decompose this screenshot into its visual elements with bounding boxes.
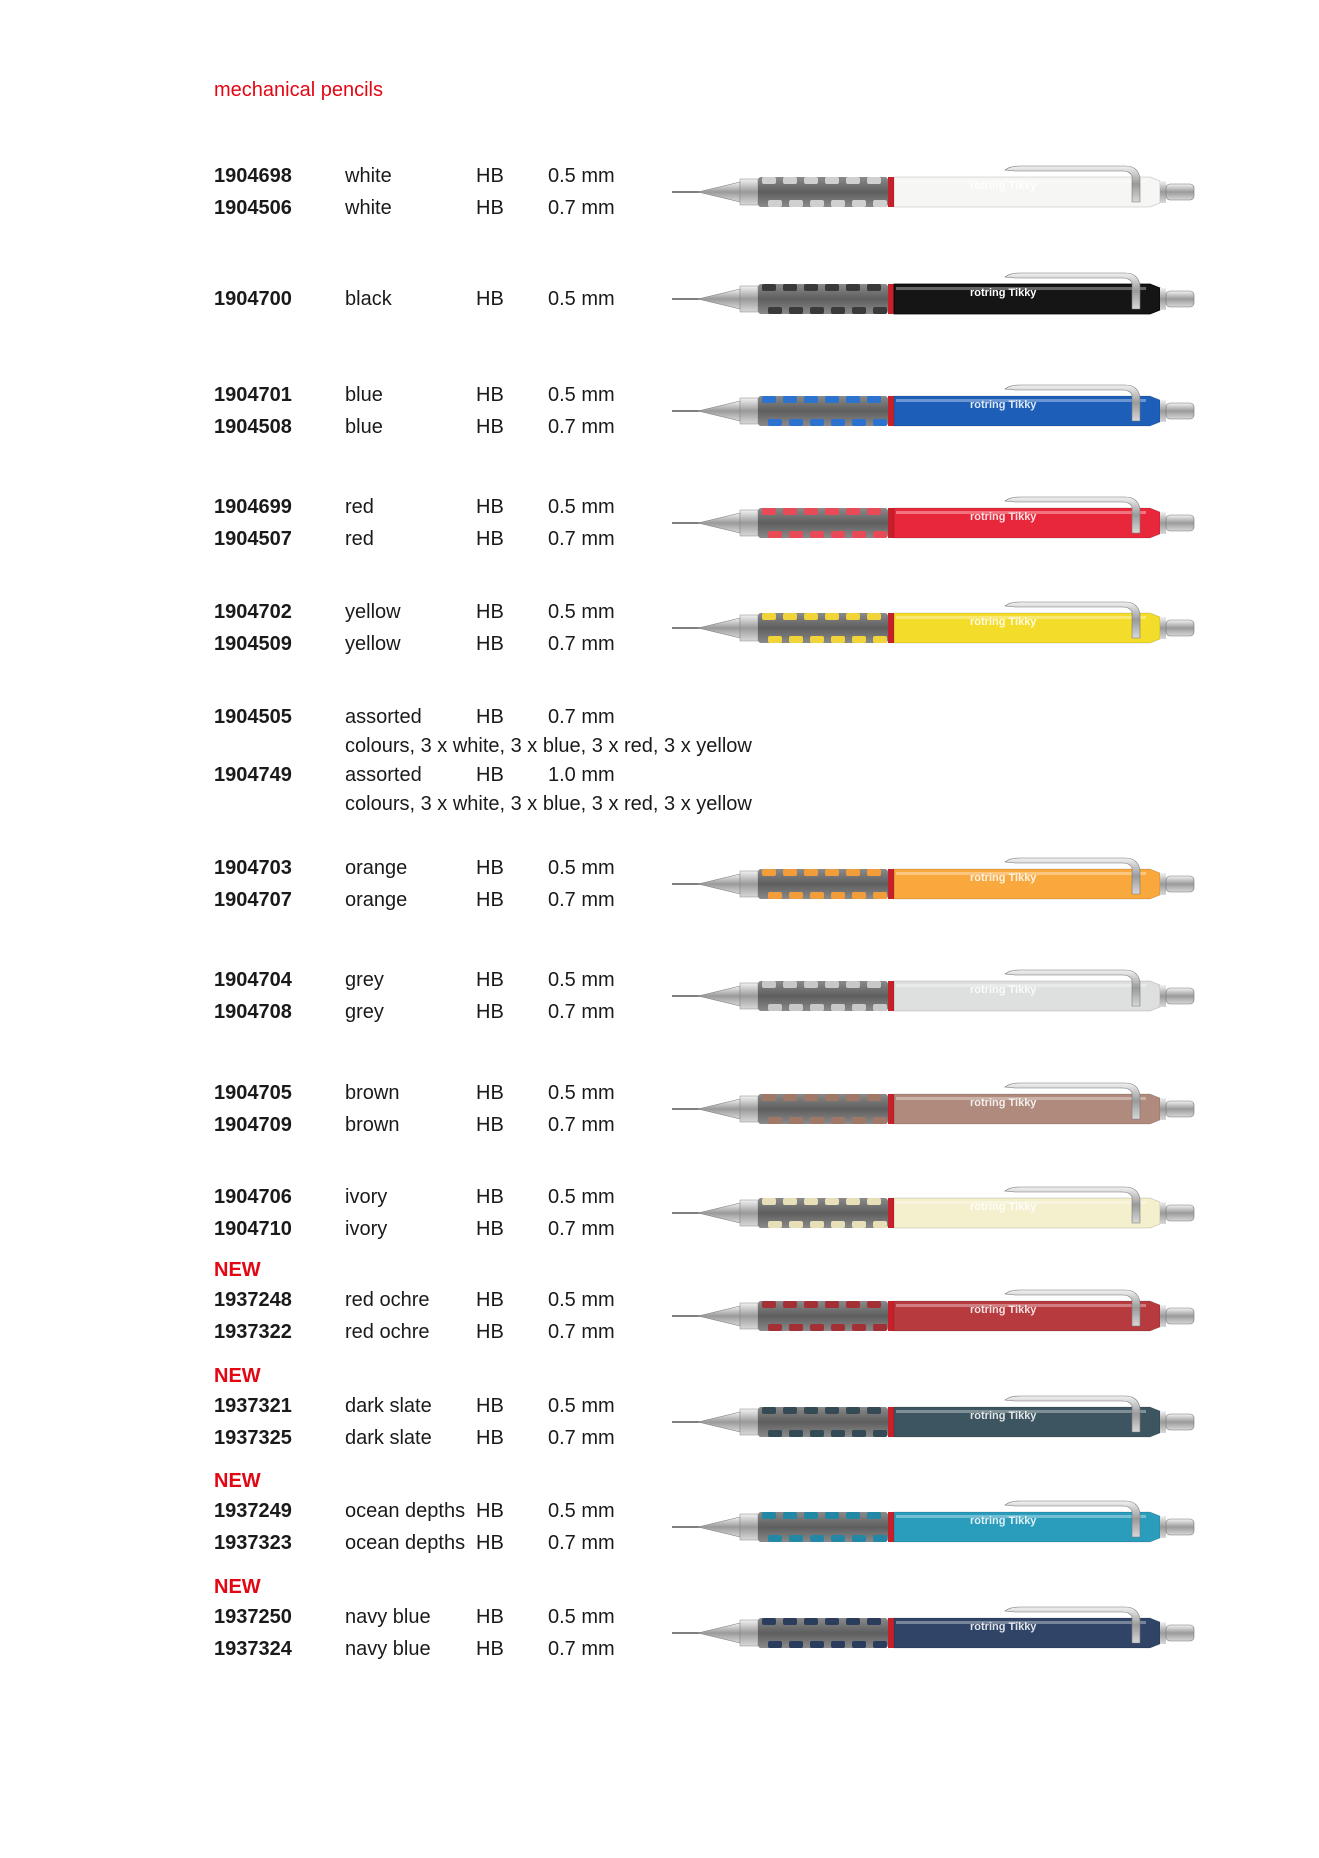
- lead-size: 0.5 mm: [548, 1500, 615, 1522]
- brand-text: rotring Tikky: [970, 1621, 1037, 1633]
- pencil-illustration: [670, 259, 1210, 329]
- lead-size: 0.7 mm: [548, 1218, 615, 1240]
- brand-text: rotring Tikky: [970, 287, 1037, 299]
- product-group: [0, 1573, 1319, 1665]
- lead-grade: HB: [476, 1606, 504, 1628]
- lead-size: 0.5 mm: [548, 1395, 615, 1417]
- new-badge: NEW: [214, 1470, 261, 1492]
- brand-text: rotring Tikky: [970, 872, 1037, 884]
- lead-grade: HB: [476, 633, 504, 655]
- pencil-image: [670, 844, 1210, 914]
- pencil-image: [670, 152, 1210, 222]
- product-code: 1904701: [214, 384, 292, 406]
- product-colour: assorted: [345, 706, 422, 728]
- product-colour: yellow: [345, 633, 401, 655]
- lead-size: 0.7 mm: [548, 633, 615, 655]
- product-code: 1937324: [214, 1638, 292, 1660]
- pencil-illustration: [670, 956, 1210, 1026]
- product-code: 1904699: [214, 496, 292, 518]
- brand-text: rotring Tikky: [970, 1304, 1037, 1316]
- product-code: 1904700: [214, 288, 292, 310]
- product-colour: white: [345, 197, 392, 219]
- lead-grade: HB: [476, 1427, 504, 1449]
- lead-size: 0.5 mm: [548, 969, 615, 991]
- assortment-note: colours, 3 x white, 3 x blue, 3 x red, 3 x yellow: [345, 735, 752, 757]
- product-colour: ocean depths: [345, 1532, 466, 1554]
- product-code: 1904509: [214, 633, 292, 655]
- pencil-illustration: [670, 1382, 1210, 1452]
- product-colour: assorted: [345, 764, 422, 786]
- lead-grade: HB: [476, 1001, 504, 1023]
- lead-grade: HB: [476, 1082, 504, 1104]
- pencil-illustration: [670, 483, 1210, 553]
- lead-size: 0.7 mm: [548, 1532, 615, 1554]
- lead-grade: HB: [476, 416, 504, 438]
- product-group: [0, 1077, 1319, 1141]
- product-colour: navy blue: [345, 1606, 431, 1628]
- brand-text: rotring Tikky: [970, 399, 1037, 411]
- product-group: [0, 596, 1319, 660]
- lead-grade: HB: [476, 1532, 504, 1554]
- brand-text: rotring Tikky: [970, 511, 1037, 523]
- product-colour: ivory: [345, 1218, 388, 1240]
- new-badge: NEW: [214, 1365, 261, 1387]
- product-group: [0, 283, 1319, 315]
- product-code: 1937248: [214, 1289, 292, 1311]
- product-colour: grey: [345, 969, 384, 991]
- product-code: 1937250: [214, 1606, 292, 1628]
- brand-text: rotring Tikky: [970, 616, 1037, 628]
- new-badge: NEW: [214, 1576, 261, 1598]
- lead-grade: HB: [476, 1321, 504, 1343]
- lead-grade: HB: [476, 764, 504, 786]
- brand-text: rotring Tikky: [970, 1097, 1037, 1109]
- pencil-illustration: [670, 371, 1210, 441]
- lead-grade: HB: [476, 288, 504, 310]
- product-colour: white: [345, 165, 392, 187]
- product-code: 1937249: [214, 1500, 292, 1522]
- lead-grade: HB: [476, 197, 504, 219]
- lead-grade: HB: [476, 1114, 504, 1136]
- lead-size: 0.5 mm: [548, 857, 615, 879]
- product-colour: red: [345, 496, 374, 518]
- product-code: 1937321: [214, 1395, 292, 1417]
- pencil-image: [670, 588, 1210, 658]
- lead-size: 0.7 mm: [548, 197, 615, 219]
- lead-size: 0.7 mm: [548, 1427, 615, 1449]
- brand-text: rotring Tikky: [970, 1201, 1037, 1213]
- product-code: 1937323: [214, 1532, 292, 1554]
- pencil-image: [670, 371, 1210, 441]
- lead-size: 0.7 mm: [548, 1321, 615, 1343]
- product-group: [0, 964, 1319, 1028]
- product-colour: black: [345, 288, 392, 310]
- lead-grade: HB: [476, 165, 504, 187]
- product-colour: red ochre: [345, 1289, 430, 1311]
- product-code: 1937325: [214, 1427, 292, 1449]
- pencil-illustration: [670, 1593, 1210, 1663]
- product-colour: ivory: [345, 1186, 388, 1208]
- lead-size: 0.5 mm: [548, 1289, 615, 1311]
- lead-size: 0.7 mm: [548, 528, 615, 550]
- brand-text: rotring Tikky: [970, 180, 1037, 192]
- lead-grade: HB: [476, 889, 504, 911]
- product-colour: red ochre: [345, 1321, 430, 1343]
- pencil-illustration: [670, 1069, 1210, 1139]
- product-group: [0, 1181, 1319, 1245]
- product-code: 1904698: [214, 165, 292, 187]
- lead-size: 0.7 mm: [548, 1114, 615, 1136]
- pencil-image: [670, 1276, 1210, 1346]
- product-code: 1904706: [214, 1186, 292, 1208]
- product-code: 1904507: [214, 528, 292, 550]
- product-group: [0, 1467, 1319, 1559]
- product-group: [0, 1256, 1319, 1348]
- lead-size: 0.5 mm: [548, 384, 615, 406]
- lead-size: 1.0 mm: [548, 764, 615, 786]
- product-code: 1904702: [214, 601, 292, 623]
- lead-size: 0.5 mm: [548, 1082, 615, 1104]
- product-code: 1904703: [214, 857, 292, 879]
- lead-grade: HB: [476, 1186, 504, 1208]
- pencil-illustration: [670, 152, 1210, 222]
- pencil-image: [670, 1593, 1210, 1663]
- lead-grade: HB: [476, 1218, 504, 1240]
- pencil-image: [670, 1382, 1210, 1452]
- lead-size: 0.5 mm: [548, 288, 615, 310]
- product-code: 1904506: [214, 197, 292, 219]
- pencil-image: [670, 259, 1210, 329]
- pencil-image: [670, 1069, 1210, 1139]
- product-code: 1904710: [214, 1218, 292, 1240]
- lead-grade: HB: [476, 1638, 504, 1660]
- product-colour: red: [345, 528, 374, 550]
- lead-grade: HB: [476, 1500, 504, 1522]
- lead-grade: HB: [476, 706, 504, 728]
- product-code: 1904505: [214, 706, 292, 728]
- lead-grade: HB: [476, 601, 504, 623]
- product-row: [0, 701, 1319, 733]
- product-code: 1904749: [214, 764, 292, 786]
- pencil-illustration: [670, 1276, 1210, 1346]
- product-code: 1904508: [214, 416, 292, 438]
- pencil-illustration: [670, 1487, 1210, 1557]
- product-colour: dark slate: [345, 1427, 432, 1449]
- product-colour: yellow: [345, 601, 401, 623]
- pencil-image: [670, 483, 1210, 553]
- pencil-image: [670, 1487, 1210, 1557]
- lead-grade: HB: [476, 384, 504, 406]
- product-colour: ocean depths: [345, 1500, 466, 1522]
- lead-size: 0.7 mm: [548, 889, 615, 911]
- product-code: 1904704: [214, 969, 292, 991]
- product-code: 1937322: [214, 1321, 292, 1343]
- product-colour: brown: [345, 1114, 400, 1136]
- lead-size: 0.7 mm: [548, 416, 615, 438]
- assortment-note: colours, 3 x white, 3 x blue, 3 x red, 3 x yellow: [345, 793, 752, 815]
- lead-size: 0.7 mm: [548, 1001, 615, 1023]
- lead-grade: HB: [476, 1395, 504, 1417]
- new-badge: NEW: [214, 1259, 261, 1281]
- lead-grade: HB: [476, 857, 504, 879]
- pencil-illustration: [670, 588, 1210, 658]
- lead-grade: HB: [476, 969, 504, 991]
- lead-size: 0.5 mm: [548, 1186, 615, 1208]
- pencil-illustration: [670, 1173, 1210, 1243]
- lead-size: 0.5 mm: [548, 601, 615, 623]
- lead-size: 0.5 mm: [548, 496, 615, 518]
- product-colour: orange: [345, 889, 408, 911]
- lead-grade: HB: [476, 528, 504, 550]
- pencil-image: [670, 956, 1210, 1026]
- product-row: [0, 759, 1319, 791]
- product-code: 1904709: [214, 1114, 292, 1136]
- product-colour: dark slate: [345, 1395, 432, 1417]
- lead-size: 0.5 mm: [548, 165, 615, 187]
- lead-grade: HB: [476, 1289, 504, 1311]
- product-colour: blue: [345, 416, 383, 438]
- section-title: mechanical pencils: [214, 79, 383, 101]
- pencil-image: [670, 1173, 1210, 1243]
- product-colour: blue: [345, 384, 383, 406]
- product-colour: brown: [345, 1082, 400, 1104]
- product-code: 1904705: [214, 1082, 292, 1104]
- brand-text: rotring Tikky: [970, 1515, 1037, 1527]
- product-colour: orange: [345, 857, 408, 879]
- product-colour: navy blue: [345, 1638, 431, 1660]
- product-group: [0, 701, 1319, 817]
- lead-size: 0.7 mm: [548, 1638, 615, 1660]
- product-colour: grey: [345, 1001, 384, 1023]
- lead-grade: HB: [476, 496, 504, 518]
- product-group: [0, 491, 1319, 555]
- product-code: 1904708: [214, 1001, 292, 1023]
- brand-text: rotring Tikky: [970, 1410, 1037, 1422]
- product-group: [0, 852, 1319, 916]
- lead-size: 0.5 mm: [548, 1606, 615, 1628]
- product-code: 1904707: [214, 889, 292, 911]
- brand-text: rotring Tikky: [970, 984, 1037, 996]
- pencil-illustration: [670, 844, 1210, 914]
- lead-size: 0.7 mm: [548, 706, 615, 728]
- product-group: [0, 379, 1319, 443]
- product-group: [0, 1362, 1319, 1454]
- product-group: [0, 160, 1319, 224]
